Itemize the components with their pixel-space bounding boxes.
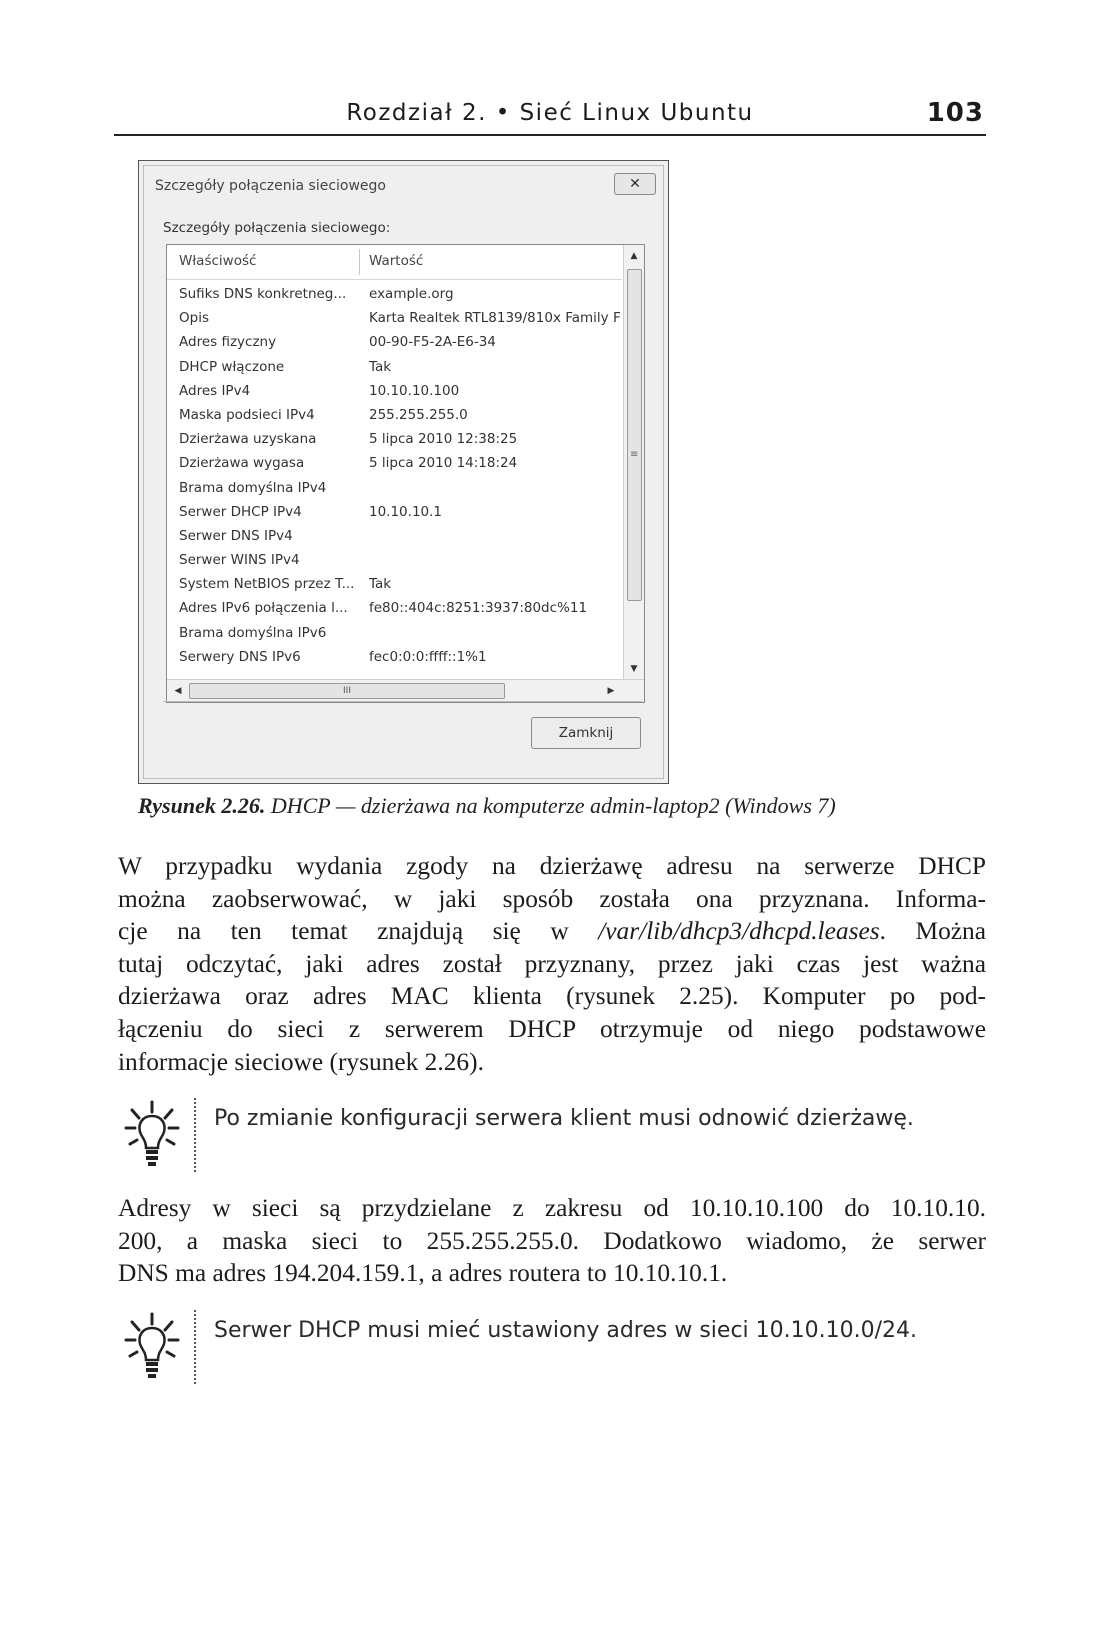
network-details-dialog bbox=[138, 160, 669, 784]
property-cell: Brama domyślna IPv4 bbox=[179, 479, 327, 496]
text-line: łączeniu do sieci z serwerem DHCP otrzymuje od niego podstawowe bbox=[118, 1014, 986, 1043]
page-number: 103 bbox=[926, 98, 984, 128]
details-label: Szczegóły połączenia sieciowego: bbox=[163, 220, 391, 236]
table-header bbox=[167, 245, 622, 280]
text-line: dzierżawa oraz adres MAC klienta (rysunek 2.25). Komputer po pod- bbox=[118, 982, 986, 1011]
details-table bbox=[166, 244, 645, 703]
table-row[interactable] bbox=[167, 646, 622, 670]
property-cell: Serwery DNS IPv6 bbox=[179, 648, 301, 665]
table-row[interactable] bbox=[167, 477, 622, 501]
value-cell: 255.255.255.0 bbox=[369, 406, 468, 423]
page-header bbox=[114, 94, 986, 136]
horizontal-scroll-thumb[interactable]: III bbox=[189, 683, 505, 699]
text-fragment: . Można bbox=[879, 917, 986, 946]
value-cell: 10.10.10.1 bbox=[369, 503, 442, 520]
file-path: /var/lib/dhcp3/dhcpd.leases bbox=[598, 917, 880, 946]
property-cell: Dzierżawa wygasa bbox=[179, 455, 305, 472]
table-row[interactable] bbox=[167, 501, 622, 525]
property-cell: Adres fizyczny bbox=[179, 334, 277, 351]
property-cell: Brama domyślna IPv6 bbox=[179, 624, 327, 641]
property-cell: Serwer DNS IPv4 bbox=[179, 527, 293, 544]
tip-divider bbox=[194, 1098, 196, 1172]
caption-text: DHCP — dzierżawa na komputerze admin-laptop2 (Windows 7) bbox=[265, 793, 836, 818]
property-cell: Sufiks DNS konkretneg... bbox=[179, 286, 347, 302]
text-line: 200, a maska sieci to 255.255.255.0. Dodatkowo wiadomo, że serwer bbox=[118, 1226, 986, 1255]
paragraph-address-range bbox=[118, 1192, 986, 1290]
text-line bbox=[118, 915, 986, 948]
table-row[interactable] bbox=[167, 597, 622, 621]
value-cell: Tak bbox=[369, 358, 392, 375]
text-fragment: cje na ten temat znajdują się w bbox=[118, 917, 599, 946]
text-line: Adresy w sieci są przydzielane z zakresu od 10.10.10.100 do 10.10.10. bbox=[118, 1194, 986, 1222]
scroll-left-icon[interactable]: ◀ bbox=[174, 686, 182, 696]
table-row[interactable] bbox=[167, 622, 622, 646]
property-cell: Opis bbox=[179, 310, 209, 327]
tip-text: Serwer DHCP musi mieć ustawiony adres w sieci 10.10.10.0/24. bbox=[214, 1318, 918, 1343]
column-header-value[interactable]: Wartość bbox=[369, 253, 424, 269]
text-line: informacje sieciowe (rysunek 2.26). bbox=[118, 1047, 484, 1076]
tip-box bbox=[124, 1098, 984, 1172]
table-body bbox=[167, 283, 622, 670]
tip-box bbox=[124, 1310, 984, 1384]
lightbulb-icon bbox=[124, 1100, 180, 1170]
text-line: W przypadku wydania zgody na dzierżawę adresu na serwerze DHCP bbox=[118, 852, 986, 880]
property-cell: System NetBIOS przez T... bbox=[179, 576, 355, 593]
dialog-title: Szczegóły połączenia sieciowego bbox=[155, 178, 386, 194]
paragraph-dhcp-lease bbox=[118, 850, 986, 1078]
caption-label: Rysunek 2.26. bbox=[138, 793, 266, 818]
scroll-up-icon[interactable]: ▲ bbox=[630, 251, 638, 261]
column-divider[interactable] bbox=[359, 249, 360, 275]
value-cell: Tak bbox=[369, 576, 392, 593]
value-cell: example.org bbox=[369, 286, 454, 302]
table-row[interactable] bbox=[167, 307, 622, 331]
value-cell: fec0:0:0:ffff::1%1 bbox=[369, 648, 487, 665]
scroll-right-icon[interactable]: ▶ bbox=[607, 686, 615, 696]
vertical-scrollbar[interactable] bbox=[623, 245, 644, 680]
value-cell: 10.10.10.100 bbox=[369, 382, 460, 399]
property-cell: Dzierżawa uzyskana bbox=[179, 431, 317, 448]
table-row[interactable] bbox=[167, 356, 622, 380]
value-cell: 00-90-F5-2A-E6-34 bbox=[369, 334, 496, 351]
running-head: Rozdział 2. • Sieć Linux Ubuntu bbox=[346, 100, 754, 126]
table-row[interactable] bbox=[167, 452, 622, 476]
property-cell: Serwer DHCP IPv4 bbox=[179, 503, 302, 520]
value-cell: 5 lipca 2010 12:38:25 bbox=[369, 431, 518, 448]
property-cell: Adres IPv6 połączenia l... bbox=[179, 600, 348, 617]
table-row[interactable] bbox=[167, 404, 622, 428]
figure-caption bbox=[138, 793, 836, 819]
dialog-divider bbox=[163, 701, 642, 702]
tip-text: Po zmianie konfiguracji serwera klient musi odnowić dzierżawę. bbox=[214, 1106, 914, 1131]
grip-icon: ≡ bbox=[630, 449, 639, 460]
column-header-property[interactable]: Właściwość bbox=[179, 253, 257, 269]
table-row[interactable] bbox=[167, 380, 622, 404]
value-cell: 5 lipca 2010 14:18:24 bbox=[369, 455, 518, 472]
table-row[interactable] bbox=[167, 549, 622, 573]
value-cell: Karta Realtek RTL8139/810x Family F bbox=[369, 310, 621, 327]
horizontal-scrollbar[interactable] bbox=[167, 679, 644, 702]
table-row[interactable] bbox=[167, 428, 622, 452]
vertical-scroll-thumb[interactable] bbox=[627, 269, 642, 601]
text-line: DNS ma adres 194.204.159.1, a adres routera to 10.10.10.1. bbox=[118, 1259, 728, 1288]
tip-divider bbox=[194, 1310, 196, 1384]
lightbulb-icon bbox=[124, 1312, 180, 1382]
table-row[interactable] bbox=[167, 525, 622, 549]
table-row[interactable] bbox=[167, 331, 622, 355]
close-button[interactable]: Zamknij bbox=[531, 717, 641, 749]
property-cell: Maska podsieci IPv4 bbox=[179, 406, 315, 423]
table-row[interactable] bbox=[167, 283, 622, 307]
property-cell: DHCP włączone bbox=[179, 358, 285, 375]
close-icon[interactable]: ✕ bbox=[614, 173, 656, 195]
table-row[interactable] bbox=[167, 573, 622, 597]
property-cell: Serwer WINS IPv4 bbox=[179, 552, 300, 569]
scroll-down-icon[interactable]: ▼ bbox=[630, 664, 638, 674]
value-cell: fe80::404c:8251:3937:80dc%11 bbox=[369, 600, 588, 617]
text-line: można zaobserwować, w jaki sposób została ona przyznana. Informa- bbox=[118, 884, 986, 913]
property-cell: Adres IPv4 bbox=[179, 382, 251, 399]
text-line: tutaj odczytać, jaki adres został przyznany, przez jaki czas jest ważna bbox=[118, 949, 986, 978]
